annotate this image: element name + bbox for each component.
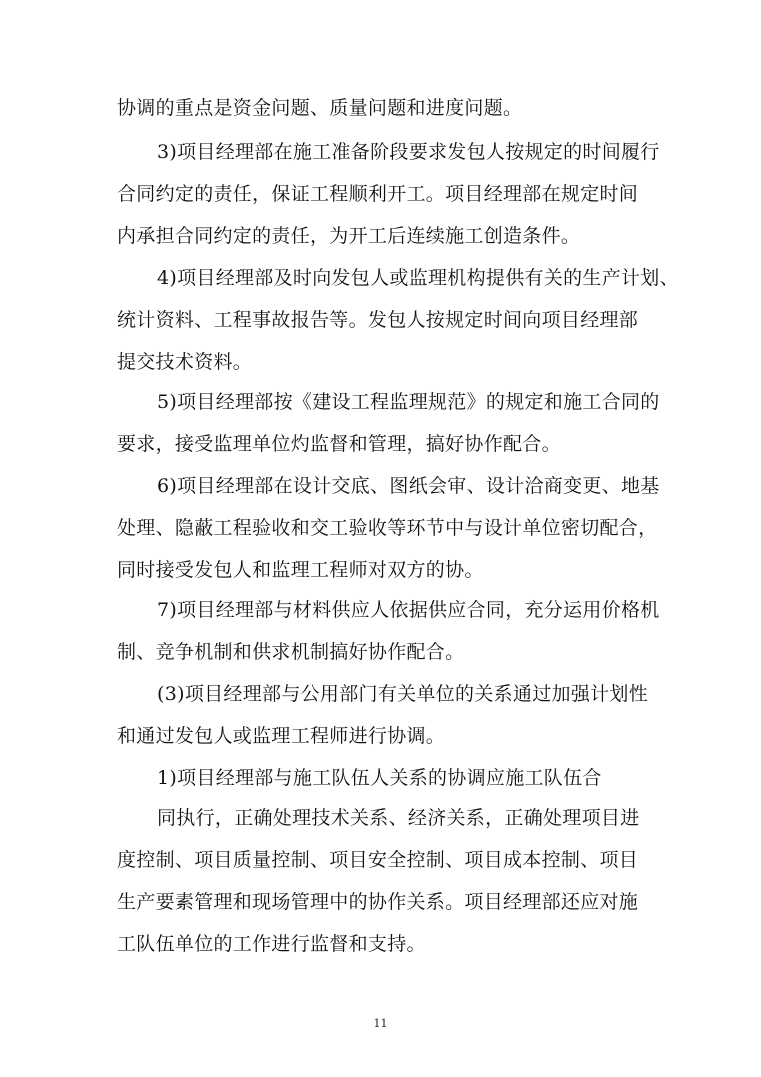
text-line: 4)项目经理部及时向发包人或监理机构提供有关的生产计划、 (157, 267, 679, 289)
page-number: 11 (373, 1017, 388, 1030)
text-line: 生产要素管理和现场管理中的协作关系。项目经理部还应对施 (117, 891, 639, 913)
text-line: 6)项目经理部在设计交底、图纸会审、设计洽商变更、地基 (157, 475, 660, 497)
text-line: 提交技术资料。 (117, 351, 253, 373)
text-line: 工队伍单位的工作进行监督和支持。 (117, 933, 426, 955)
text-line: 同执行，正确处理技术关系、经济关系，正确处理项目进 (157, 807, 640, 829)
text-line: 内承担合同约定的责任，为开工后连续施工创造条件。 (117, 225, 581, 247)
text-line: 同时接受发包人和监理工程师对双方的协。 (117, 559, 484, 581)
text-line: 5)项目经理部按《建设工程监理规范》的规定和施工合同的 (157, 391, 660, 413)
text-line: 统计资料、工程事故报告等。发包人按规定时间向项目经理部 (117, 309, 639, 331)
text-line: 3)项目经理部在施工准备阶段要求发包人按规定的时间履行 (157, 141, 660, 163)
text-line: 处理、隐蔽工程验收和交工验收等环节中与设计单位密切配合， (117, 517, 658, 539)
text-line: 要求，接受监理单位灼监督和管理，搞好协作配合。 (117, 433, 561, 455)
text-line: 和通过发包人或监理工程师进行协调。 (117, 725, 446, 747)
text-line: 制、竞争机制和供求机制搞好协作配合。 (117, 641, 465, 663)
text-line: 1)项目经理部与施工队伍人关系的协调应施工队伍合 (157, 767, 602, 789)
text-line: 7)项目经理部与材料供应人依据供应合同，充分运用价格机 (157, 599, 660, 621)
text-line: 度控制、项目质量控制、项目安全控制、项目成本控制、项目 (117, 849, 639, 871)
text-line: 合同约定的责任，保证工程顺利开工。项目经理部在规定时间 (117, 183, 639, 205)
text-line: (3)项目经理部与公用部门有关单位的关系通过加强计划性 (157, 683, 649, 705)
text-line: 协调的重点是资金问题、质量问题和进度问题。 (117, 97, 523, 119)
